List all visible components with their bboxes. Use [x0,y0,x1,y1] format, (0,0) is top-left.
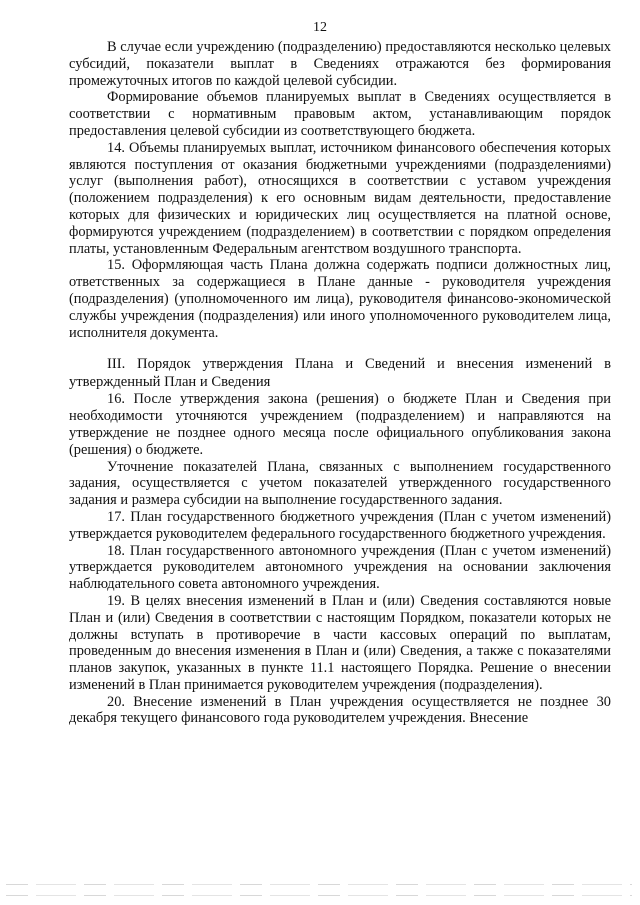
paragraph-item-15: 15. Оформляющая часть Плана должна содержать подписи должностных лиц, ответственных за содержащиеся в Плане данные - руководителя учреждения (подразделения) (уполномоченного им лица), руководителя финансово-экономической службы учреждения (подразделения) или иного уполномоченного руководителем лица, исполнителя документа. [69,257,611,341]
paragraph-task-indicators: Уточнение показателей Плана, связанных с выполнением государственного задания, осуществляется с учетом показателей утвержденного государственного задания и размера субсидии на выполнение государственного задания. [69,458,611,509]
page-number: 12 [313,20,327,35]
paragraph-item-19: 19. В целях внесения изменений в План и (или) Сведения составляются новые План и (или) Сведения в соответствии с настоящим Порядком, показатели которых не должны вступать в противоречие в части кассовых операций по выплатам, проведенным до внесения изменения в План и (или) Сведения, а также с показателями планов закупок, указанных в пункте 11.1 настоящего Порядка. Решение о внесении изменений в План принимается руководителем учреждения (подразделения). [69,592,611,693]
paragraph-planned-payments: Формирование объемов планируемых выплат в Сведениях осуществляется в соответствии с нормативным правовым актом, устанавливающим порядок предоставления целевой субсидии из соответствующего бюджета. [69,89,611,139]
paragraph-item-14: 14. Объемы планируемых выплат, источником финансового обеспечения которых являются поступления от оказания бюджетными учреждениями (подразделениями) услуг (выполнения работ), относящихся в соответствии с уставом учреждения (положением подразделения) к его основным видам деятельности, предоставление которых для физических и юридических лиц осуществляется на платной основе, формируются учреждением (подразделением) в соответствии с порядком определения платы, установленным Федеральным агентством воздушного транспорта. [69,139,611,257]
paragraph-item-20: 20. Внесение изменений в План учреждения осуществляется не позднее 30 декабря текущего финансового года руководителем учреждения. Внесение [69,693,611,727]
section-heading: III. Порядок утверждения Плана и Сведений и внесения изменений в утвержденный План и Сведения [69,356,611,391]
paragraph-item-17: 17. План государственного бюджетного учреждения (План с учетом изменений) утверждается руководителем федерального государственного бюджетного учреждения. [69,508,611,542]
scan-artifact-line [6,895,632,896]
paragraph-item-18: 18. План государственного автономного учреждения (План с учетом изменений) утверждается руководителем автономного учреждения на основании заключения наблюдательного совета автономного учреждения. [69,542,611,593]
document-body [69,39,611,727]
paragraph-target-subsidies: В случае если учреждению (подразделению) предоставляются несколько целевых субсидий, показатели выплат в Сведениях отражаются без формирования промежуточных итогов по каждой целевой субсидии. [69,39,611,89]
paragraph-item-16: 16. После утверждения закона (решения) о бюджете План и Сведения при необходимости уточняются учреждением (подразделением) и направляются на утверждение не позднее одного месяца после официального опубликования закона (решения) о бюджете. [69,391,611,458]
scan-artifact-line [6,884,632,885]
